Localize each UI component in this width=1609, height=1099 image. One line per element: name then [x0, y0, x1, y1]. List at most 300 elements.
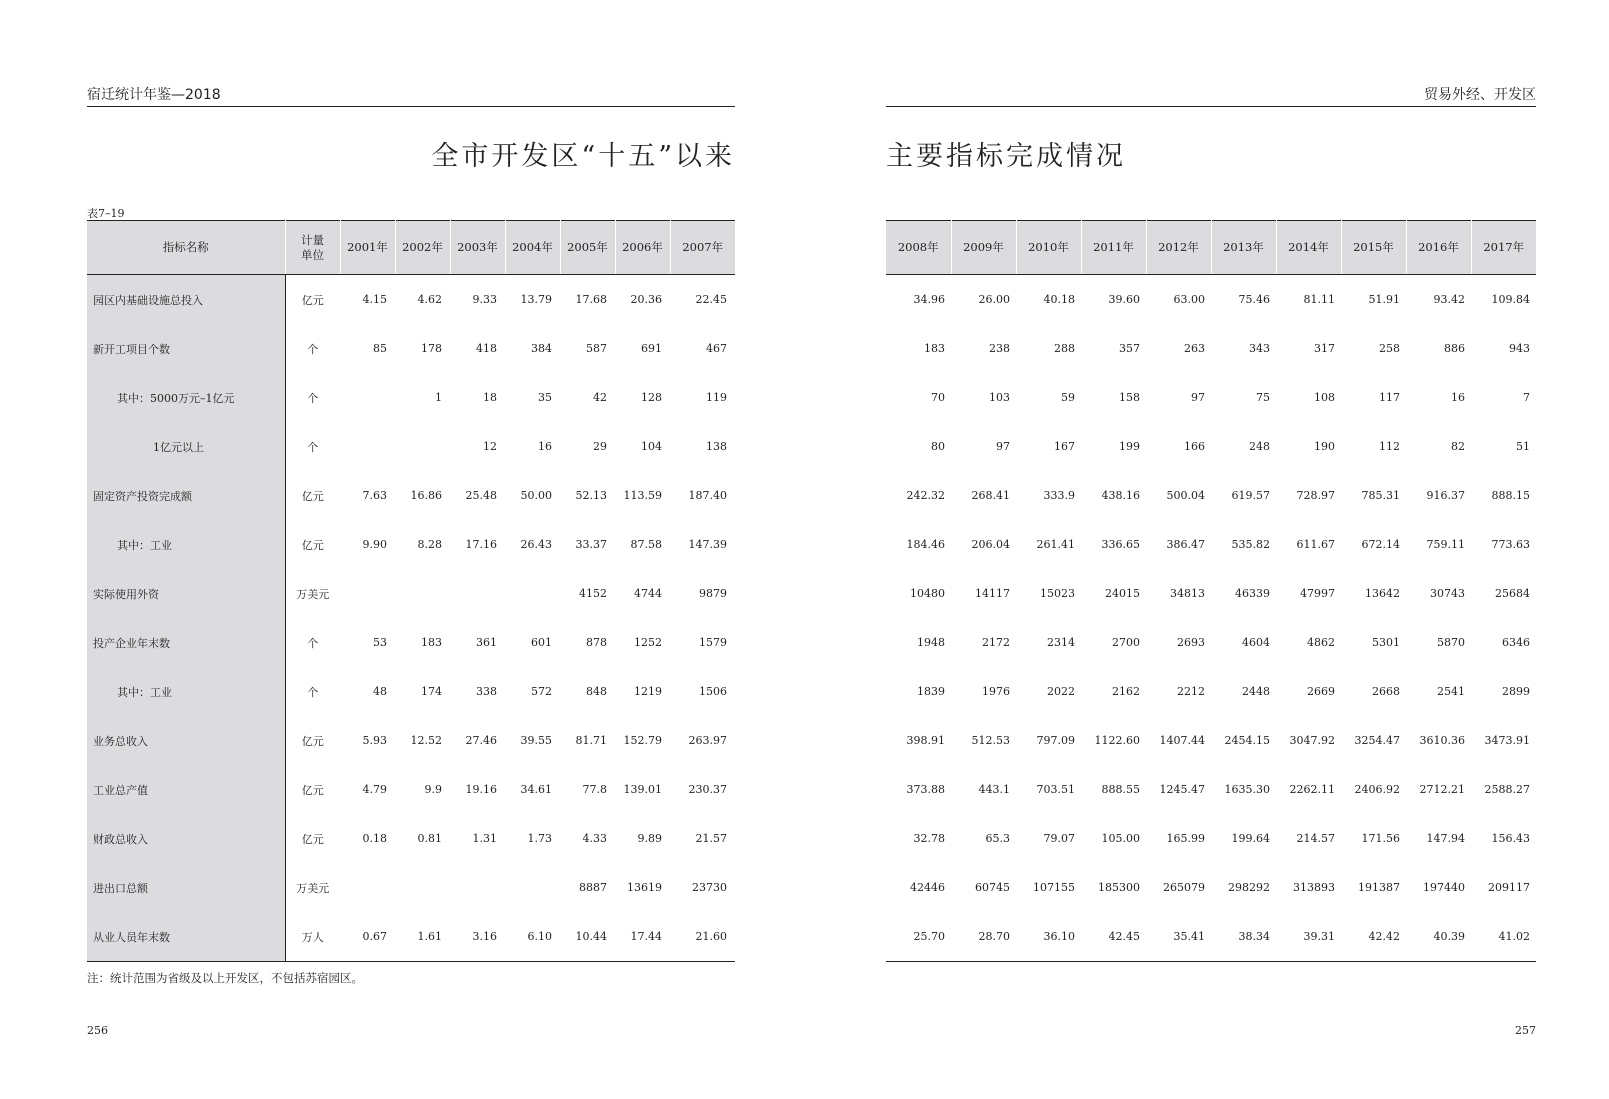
value-cell: 18 [483, 391, 497, 404]
value-cell: 16 [1451, 391, 1465, 404]
value-cell: 48 [373, 685, 387, 698]
value-cell: 199.64 [1231, 832, 1270, 845]
value-cell: 113.59 [623, 489, 662, 502]
table-row [886, 912, 1536, 962]
value-cell: 17.16 [465, 538, 497, 551]
value-cell: 7.63 [362, 489, 387, 502]
value-cell: 50.00 [520, 489, 552, 502]
col-header-year: 2008年 [886, 221, 951, 275]
value-cell: 9879 [699, 587, 727, 600]
value-cell: 443.1 [978, 783, 1010, 796]
value-cell: 4.79 [362, 783, 387, 796]
value-cell: 2448 [1242, 685, 1270, 698]
value-cell: 80 [931, 440, 945, 453]
value-cell: 152.79 [623, 734, 662, 747]
unit-cell: 个 [307, 440, 319, 454]
value-cell: 263.97 [688, 734, 727, 747]
value-cell: 139.01 [623, 783, 662, 796]
unit-cell: 亿元 [301, 783, 324, 797]
value-cell: 386.47 [1166, 538, 1205, 551]
value-cell: 797.09 [1036, 734, 1075, 747]
value-cell: 14117 [975, 587, 1010, 600]
table-row [87, 275, 735, 325]
value-cell: 24015 [1105, 587, 1140, 600]
value-cell: 248 [1249, 440, 1270, 453]
value-cell: 238 [989, 342, 1010, 355]
value-cell: 34.61 [520, 783, 552, 796]
value-cell [505, 569, 560, 618]
value-cell: 34.96 [913, 293, 945, 306]
value-cell: 1.73 [527, 832, 552, 845]
value-cell: 916.37 [1426, 489, 1465, 502]
value-cell: 166 [1184, 440, 1205, 453]
value-cell: 65.3 [985, 832, 1010, 845]
value-cell: 0.67 [340, 912, 395, 962]
value-cell: 9.9 [424, 783, 442, 796]
value-cell: 51.91 [1368, 293, 1400, 306]
unit-cell: 万美元 [296, 587, 330, 601]
table-row [87, 373, 735, 422]
value-cell: 109.84 [1491, 293, 1530, 306]
value-cell: 191387 [1358, 881, 1400, 894]
value-cell: 21.57 [695, 832, 727, 845]
value-cell: 26.00 [978, 293, 1010, 306]
value-cell: 587 [586, 342, 607, 355]
value-cell: 2588.27 [1484, 783, 1530, 796]
value-cell: 206.04 [971, 538, 1010, 551]
value-cell: 87.58 [630, 538, 662, 551]
unit-cell: 亿元 [301, 489, 324, 503]
value-cell [340, 373, 395, 422]
value-cell: 418 [476, 342, 497, 355]
table-row [886, 814, 1536, 863]
value-cell: 261.41 [1036, 538, 1075, 551]
value-cell: 601 [531, 636, 552, 649]
value-cell: 672.14 [1361, 538, 1400, 551]
value-cell: 298292 [1228, 881, 1270, 894]
value-cell: 75.46 [1238, 293, 1270, 306]
table-row [87, 765, 735, 814]
value-cell: 333.9 [1043, 489, 1075, 502]
value-cell: 60745 [975, 881, 1010, 894]
table-row [886, 569, 1536, 618]
value-cell: 33.37 [575, 538, 607, 551]
table-row [87, 667, 735, 716]
value-cell: 3254.47 [1354, 734, 1400, 747]
value-cell: 82 [1451, 440, 1465, 453]
value-cell: 230.37 [688, 783, 727, 796]
value-cell: 38.34 [1211, 912, 1276, 962]
value-cell: 1579 [699, 636, 727, 649]
value-cell: 35 [538, 391, 552, 404]
table-row [886, 716, 1536, 765]
value-cell: 703.51 [1036, 783, 1075, 796]
value-cell: 728.97 [1296, 489, 1335, 502]
value-cell: 1 [435, 391, 442, 404]
table-row [87, 912, 735, 962]
table-header-row [886, 221, 1536, 275]
value-cell: 81.71 [575, 734, 607, 747]
value-cell: 93.42 [1433, 293, 1465, 306]
value-cell: 773.63 [1491, 538, 1530, 551]
indicator-name: 工业总产值 [87, 765, 285, 814]
value-cell: 39.31 [1276, 912, 1341, 962]
value-cell: 357 [1119, 342, 1140, 355]
value-cell: 3.16 [450, 912, 505, 962]
running-header-left [87, 84, 735, 107]
table-row [87, 716, 735, 765]
value-cell: 467 [706, 342, 727, 355]
value-cell: 343 [1249, 342, 1270, 355]
value-cell [395, 569, 450, 618]
value-cell: 108 [1314, 391, 1335, 404]
unit-cell: 个 [307, 685, 319, 699]
value-cell: 117 [1379, 391, 1400, 404]
value-cell: 70 [931, 391, 945, 404]
indicator-name: 其中：5000万元–1亿元 [87, 373, 285, 422]
value-cell: 35.41 [1146, 912, 1211, 962]
indicator-name: 从业人员年末数 [87, 912, 285, 962]
col-header-year: 2002年 [395, 221, 450, 275]
table-footnote: 注：统计范围为省级及以上开发区，不包括苏宿园区。 [87, 971, 363, 985]
value-cell: 691 [641, 342, 662, 355]
value-cell: 0.18 [362, 832, 387, 845]
value-cell: 75 [1256, 391, 1270, 404]
value-cell: 7 [1523, 391, 1530, 404]
value-cell: 313893 [1293, 881, 1335, 894]
value-cell: 42.45 [1081, 912, 1146, 962]
value-cell: 611.67 [1296, 538, 1335, 551]
value-cell: 888.55 [1101, 783, 1140, 796]
page-number-right: 257 [1515, 1024, 1536, 1037]
value-cell: 41.02 [1471, 912, 1536, 962]
table-title-right: 主要指标完成情况 [886, 141, 1126, 172]
value-cell: 209117 [1488, 881, 1530, 894]
value-cell: 500.04 [1166, 489, 1205, 502]
value-cell: 47997 [1300, 587, 1335, 600]
value-cell: 1839 [917, 685, 945, 698]
value-cell: 5.93 [362, 734, 387, 747]
value-cell: 6346 [1502, 636, 1530, 649]
value-cell: 119 [706, 391, 727, 404]
value-cell: 4.15 [362, 293, 387, 306]
value-cell: 1976 [982, 685, 1010, 698]
value-cell: 2314 [1047, 636, 1075, 649]
value-cell: 104 [641, 440, 662, 453]
indicator-name: 固定资产投资完成额 [87, 471, 285, 520]
value-cell: 263 [1184, 342, 1205, 355]
value-cell: 6.10 [505, 912, 560, 962]
table-row [886, 863, 1536, 912]
value-cell: 2162 [1112, 685, 1140, 698]
value-cell: 25684 [1495, 587, 1530, 600]
value-cell: 361 [476, 636, 497, 649]
value-cell: 63.00 [1173, 293, 1205, 306]
value-cell: 214.57 [1296, 832, 1335, 845]
value-cell: 97 [996, 440, 1010, 453]
value-cell: 373.88 [906, 783, 945, 796]
value-cell: 178 [421, 342, 442, 355]
value-cell: 2712.21 [1419, 783, 1465, 796]
value-cell: 197440 [1423, 881, 1465, 894]
table-title-left: 全市开发区“十五”以来 [431, 141, 735, 172]
value-cell: 17.68 [575, 293, 607, 306]
value-cell: 242.32 [906, 489, 945, 502]
value-cell: 36.10 [1016, 912, 1081, 962]
value-cell: 29 [593, 440, 607, 453]
col-header-year: 2010年 [1016, 221, 1081, 275]
value-cell: 2212 [1177, 685, 1205, 698]
value-cell: 258 [1379, 342, 1400, 355]
value-cell: 888.15 [1491, 489, 1530, 502]
indicator-name: 新开工项目个数 [87, 324, 285, 373]
value-cell: 107155 [1033, 881, 1075, 894]
table-header-row [87, 221, 735, 275]
value-cell: 17.44 [615, 912, 670, 962]
value-cell: 16.86 [410, 489, 442, 502]
table-row [886, 618, 1536, 667]
table-row [886, 275, 1536, 325]
indicator-name: 财政总收入 [87, 814, 285, 863]
value-cell: 42 [593, 391, 607, 404]
value-cell: 4152 [579, 587, 607, 600]
value-cell: 619.57 [1231, 489, 1270, 502]
value-cell: 165.99 [1166, 832, 1205, 845]
value-cell: 105.00 [1101, 832, 1140, 845]
unit-cell: 亿元 [301, 832, 324, 846]
value-cell: 19.16 [465, 783, 497, 796]
value-cell: 174 [421, 685, 442, 698]
value-cell: 40.39 [1406, 912, 1471, 962]
yearbook-title: 宿迁统计年鉴—2018 [87, 87, 221, 103]
value-cell: 317 [1314, 342, 1335, 355]
value-cell: 1252 [634, 636, 662, 649]
unit-header-line1: 计量 [301, 232, 324, 247]
value-cell: 2669 [1307, 685, 1335, 698]
unit-cell: 亿元 [301, 538, 324, 552]
value-cell: 23730 [692, 881, 727, 894]
value-cell: 32.78 [913, 832, 945, 845]
value-cell: 0.81 [417, 832, 442, 845]
value-cell: 21.60 [670, 912, 735, 962]
value-cell: 4862 [1307, 636, 1335, 649]
col-header-year: 2015年 [1341, 221, 1406, 275]
value-cell: 2022 [1047, 685, 1075, 698]
unit-cell: 个 [307, 636, 319, 650]
value-cell [450, 569, 505, 618]
value-cell: 79.07 [1043, 832, 1075, 845]
value-cell: 2262.11 [1289, 783, 1335, 796]
indicator-name: 实际使用外资 [87, 569, 285, 618]
value-cell: 112 [1379, 440, 1400, 453]
page-number-left: 256 [87, 1024, 108, 1037]
value-cell: 848 [586, 685, 607, 698]
value-cell: 3473.91 [1484, 734, 1530, 747]
indicator-table-left [87, 220, 735, 962]
indicator-name: 1亿元以上 [87, 422, 285, 471]
table-row [886, 324, 1536, 373]
value-cell: 138 [706, 440, 727, 453]
value-cell: 22.45 [695, 293, 727, 306]
value-cell: 8887 [579, 881, 607, 894]
value-cell: 10.44 [560, 912, 615, 962]
indicator-name: 其中：工业 [87, 520, 285, 569]
indicator-name: 投产企业年末数 [87, 618, 285, 667]
value-cell: 40.18 [1043, 293, 1075, 306]
value-cell: 4.33 [582, 832, 607, 845]
value-cell [340, 569, 395, 618]
value-cell: 28.70 [951, 912, 1016, 962]
indicator-name: 进出口总额 [87, 863, 285, 912]
value-cell: 3047.92 [1289, 734, 1335, 747]
col-header-year: 2007年 [670, 221, 735, 275]
value-cell: 128 [641, 391, 662, 404]
value-cell: 12.52 [410, 734, 442, 747]
col-header-unit [285, 221, 340, 275]
chapter-title: 贸易外经、开发区 [1424, 87, 1536, 103]
value-cell: 42446 [910, 881, 945, 894]
value-cell [340, 422, 395, 471]
unit-cell: 个 [307, 342, 319, 356]
value-cell: 1407.44 [1159, 734, 1205, 747]
value-cell: 9.90 [362, 538, 387, 551]
value-cell: 338 [476, 685, 497, 698]
value-cell: 185300 [1098, 881, 1140, 894]
col-header-year: 2017年 [1471, 221, 1536, 275]
value-cell: 81.11 [1303, 293, 1335, 306]
value-cell: 39.60 [1108, 293, 1140, 306]
col-header-year: 2012年 [1146, 221, 1211, 275]
value-cell: 97 [1191, 391, 1205, 404]
value-cell: 2899 [1502, 685, 1530, 698]
value-cell: 2668 [1372, 685, 1400, 698]
value-cell: 20.36 [630, 293, 662, 306]
value-cell: 2693 [1177, 636, 1205, 649]
indicator-table-right [886, 220, 1536, 962]
value-cell: 398.91 [906, 734, 945, 747]
value-cell: 13.79 [520, 293, 552, 306]
indicator-name: 业务总收入 [87, 716, 285, 765]
value-cell: 1245.47 [1159, 783, 1205, 796]
table-row [886, 520, 1536, 569]
indicator-name: 园区内基础设施总投入 [87, 275, 285, 325]
table-row [886, 422, 1536, 471]
table-row [87, 324, 735, 373]
value-cell: 1948 [917, 636, 945, 649]
value-cell: 1219 [634, 685, 662, 698]
value-cell: 156.43 [1491, 832, 1530, 845]
value-cell: 2700 [1112, 636, 1140, 649]
value-cell: 572 [531, 685, 552, 698]
value-cell: 51 [1516, 440, 1530, 453]
value-cell [450, 863, 505, 912]
unit-cell: 万美元 [296, 881, 330, 895]
value-cell: 288 [1054, 342, 1075, 355]
col-header-year: 2013年 [1211, 221, 1276, 275]
value-cell: 183 [924, 342, 945, 355]
table-row [886, 765, 1536, 814]
value-cell: 2454.15 [1224, 734, 1270, 747]
value-cell: 183 [421, 636, 442, 649]
table-row [87, 422, 735, 471]
col-header-year: 2004年 [505, 221, 560, 275]
value-cell [340, 863, 395, 912]
value-cell: 34813 [1170, 587, 1205, 600]
value-cell: 2172 [982, 636, 1010, 649]
value-cell: 171.56 [1361, 832, 1400, 845]
value-cell: 10480 [910, 587, 945, 600]
value-cell: 13642 [1365, 587, 1400, 600]
value-cell: 438.16 [1101, 489, 1140, 502]
value-cell: 5870 [1437, 636, 1465, 649]
table-row [886, 667, 1536, 716]
unit-header-line2: 单位 [301, 247, 324, 262]
unit-cell: 亿元 [301, 734, 324, 748]
value-cell: 886 [1444, 342, 1465, 355]
table-row [87, 863, 735, 912]
value-cell: 42.42 [1341, 912, 1406, 962]
value-cell: 336.65 [1101, 538, 1140, 551]
value-cell: 53 [373, 636, 387, 649]
value-cell: 384 [531, 342, 552, 355]
col-header-year: 2014年 [1276, 221, 1341, 275]
value-cell: 27.46 [465, 734, 497, 747]
value-cell: 147.39 [688, 538, 727, 551]
value-cell: 759.11 [1426, 538, 1465, 551]
value-cell: 167 [1054, 440, 1075, 453]
value-cell: 30743 [1430, 587, 1465, 600]
value-cell: 1.61 [395, 912, 450, 962]
value-cell: 9.89 [637, 832, 662, 845]
table-row [87, 520, 735, 569]
col-header-year: 2009年 [951, 221, 1016, 275]
value-cell: 1635.30 [1224, 783, 1270, 796]
value-cell: 2541 [1437, 685, 1465, 698]
value-cell: 25.48 [465, 489, 497, 502]
value-cell [395, 863, 450, 912]
value-cell: 3610.36 [1419, 734, 1465, 747]
value-cell: 103 [989, 391, 1010, 404]
indicator-name: 其中：工业 [87, 667, 285, 716]
value-cell: 535.82 [1231, 538, 1270, 551]
value-cell: 13619 [627, 881, 662, 894]
col-header-year: 2001年 [340, 221, 395, 275]
value-cell: 199 [1119, 440, 1140, 453]
value-cell: 25.70 [886, 912, 951, 962]
unit-cell: 亿元 [301, 293, 324, 307]
table-row [87, 814, 735, 863]
col-header-year: 2011年 [1081, 221, 1146, 275]
table-row [886, 373, 1536, 422]
value-cell: 190 [1314, 440, 1335, 453]
value-cell: 1.31 [472, 832, 497, 845]
running-header-right [886, 84, 1536, 107]
value-cell: 59 [1061, 391, 1075, 404]
value-cell [505, 863, 560, 912]
value-cell: 52.13 [575, 489, 607, 502]
value-cell: 512.53 [971, 734, 1010, 747]
value-cell: 12 [483, 440, 497, 453]
value-cell: 77.8 [582, 783, 607, 796]
value-cell: 4.62 [417, 293, 442, 306]
value-cell: 268.41 [971, 489, 1010, 502]
table-row [87, 618, 735, 667]
value-cell: 15023 [1040, 587, 1075, 600]
value-cell: 184.46 [906, 538, 945, 551]
value-cell: 4744 [634, 587, 662, 600]
value-cell: 39.55 [520, 734, 552, 747]
value-cell: 878 [586, 636, 607, 649]
